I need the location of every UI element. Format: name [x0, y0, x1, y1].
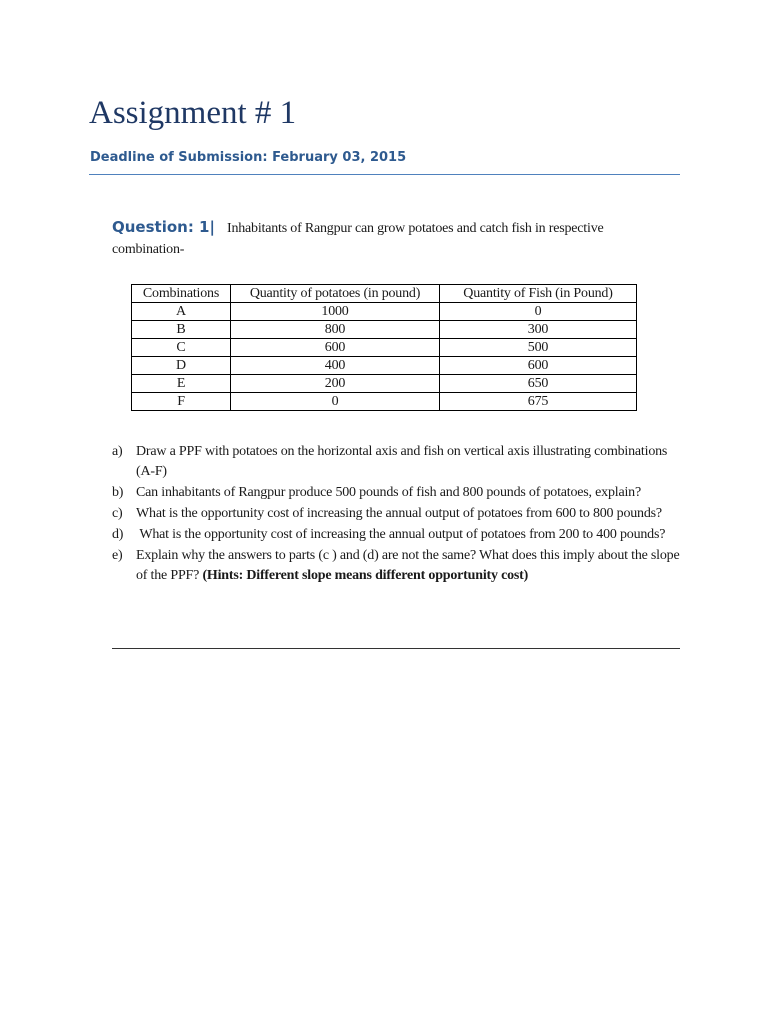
question-line: [112, 218, 604, 237]
assignment-title: Assignment # 1: [89, 95, 297, 131]
item-text: Can inhabitants of Rangpur produce 500 pounds of fish and 800 pounds of potatoes, explain?: [136, 485, 641, 500]
list-item: [112, 442, 682, 482]
question-label: Question: 1: [112, 218, 210, 236]
list-item: [112, 525, 682, 545]
table-row: [132, 393, 637, 411]
title-divider: [89, 174, 680, 175]
table-cell-fish: 675: [440, 393, 637, 411]
table-header-row: [132, 285, 637, 303]
table-cell-combination: F: [132, 393, 231, 411]
item-marker: b): [112, 485, 124, 500]
table-cell-fish: 600: [440, 357, 637, 375]
deadline-text: Deadline of Submission: February 03, 2015: [90, 150, 407, 165]
combinations-table: [131, 284, 637, 411]
table-header-potatoes: Quantity of potatoes (in pound): [231, 285, 440, 303]
table-row: [132, 375, 637, 393]
table-row: [132, 357, 637, 375]
table-cell-potatoes: 1000: [231, 303, 440, 321]
table-cell-potatoes: 600: [231, 339, 440, 357]
question-items-list: [112, 442, 682, 587]
list-item: [112, 504, 682, 524]
table-header-fish: Quantity of Fish (in Pound): [440, 285, 637, 303]
table-cell-fish: 300: [440, 321, 637, 339]
table-row: [132, 321, 637, 339]
bottom-divider: [112, 648, 680, 649]
question-text-continued: combination-: [112, 242, 185, 257]
item-marker: d): [112, 527, 124, 542]
table-cell-combination: D: [132, 357, 231, 375]
item-marker: a): [112, 444, 123, 459]
item-text: What is the opportunity cost of increasing the annual output of potatoes from 200 to 400 pounds?: [136, 527, 666, 542]
item-hint: (Hints: Different slope means different opportunity cost): [202, 568, 529, 583]
item-text: Explain why the answers to parts (c ) and (d) are not the same? What does this imply about the slope of the PPF?: [136, 548, 680, 583]
table-cell-fish: 650: [440, 375, 637, 393]
table-row: [132, 303, 637, 321]
item-marker: c): [112, 506, 123, 521]
table-row: [132, 339, 637, 357]
table-cell-fish: 500: [440, 339, 637, 357]
table-cell-potatoes: 800: [231, 321, 440, 339]
table-cell-combination: A: [132, 303, 231, 321]
table-cell-potatoes: 200: [231, 375, 440, 393]
table-header-combinations: Combinations: [132, 285, 231, 303]
question-text: Inhabitants of Rangpur can grow potatoes and catch fish in respective: [226, 221, 604, 236]
question-bar: |: [209, 218, 215, 236]
table-cell-combination: B: [132, 321, 231, 339]
table-cell-combination: C: [132, 339, 231, 357]
table-cell-combination: E: [132, 375, 231, 393]
list-item: [112, 483, 682, 503]
table-cell-potatoes: 0: [231, 393, 440, 411]
item-text: Draw a PPF with potatoes on the horizontal axis and fish on vertical axis illustrating combinations (A-F): [136, 444, 668, 479]
table-cell-potatoes: 400: [231, 357, 440, 375]
item-marker: e): [112, 548, 123, 563]
item-text: What is the opportunity cost of increasing the annual output of potatoes from 600 to 800 pounds?: [136, 506, 662, 521]
list-item: [112, 546, 682, 586]
table-cell-fish: 0: [440, 303, 637, 321]
